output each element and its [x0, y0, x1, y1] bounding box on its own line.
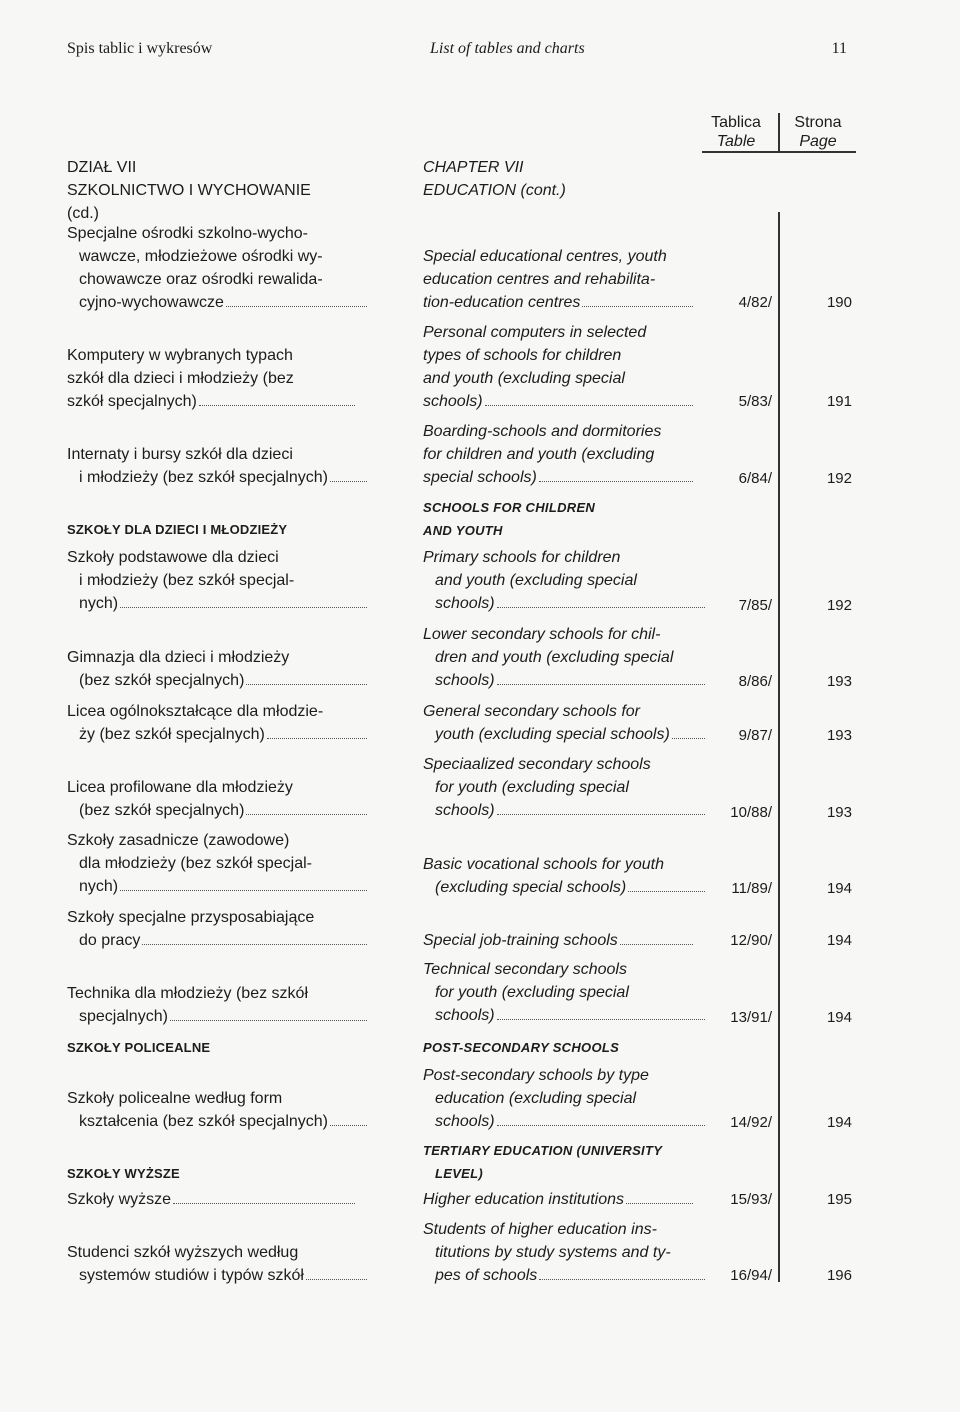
table-number: 15/93/ — [730, 1191, 772, 1208]
entry-en: Speciaalized secondary schools for youth (excluding special schools) — [423, 753, 695, 822]
entry-en: Special job-training schools — [423, 929, 695, 952]
section-heading-pl: SZKOŁY POLICEALNE — [67, 1040, 211, 1055]
entry-pl: Szkoły zasadnicze (zawodowe) dla młodzieży (bez szkół specjal- nych) — [67, 829, 357, 898]
page-ref: 193 — [826, 673, 852, 690]
table-number: 11/89/ — [731, 880, 772, 897]
page-number: 11 — [831, 40, 847, 57]
page-ref: 194 — [826, 880, 852, 897]
page-ref: 191 — [826, 393, 852, 410]
entry-pl: Internaty i bursy szkół dla dzieci i młodzieży (bez szkół specjalnych) — [67, 443, 357, 489]
running-header-left: Spis tablic i wykresów — [67, 40, 213, 57]
entry-pl: Studenci szkół wyższych według systemów studiów i typów szkół — [67, 1241, 357, 1287]
table-number: 7/85/ — [738, 597, 772, 614]
entry-en: Higher education institutions — [423, 1188, 695, 1211]
section-heading-pl: SZKOŁY DLA DZIECI I MŁODZIEŻY — [67, 522, 288, 537]
section-heading-en: TERTIARY EDUCATION (UNIVERSITY LEVEL) — [423, 1143, 663, 1181]
running-header-center: List of tables and charts — [430, 40, 585, 57]
chapter-heading-en: CHAPTER VII EDUCATION (cont.) — [423, 159, 566, 199]
entry-pl: Szkoły specjalne przysposabiające do pracy — [67, 906, 357, 952]
entry-pl: Szkoły podstawowe dla dzieci i młodzieży (bez szkół specjal- nych) — [67, 546, 357, 615]
table-number: 5/83/ — [738, 393, 772, 410]
table-number: 12/90/ — [730, 932, 772, 949]
page-ref: 194 — [826, 1114, 852, 1131]
table-number: 10/88/ — [730, 804, 772, 821]
entry-pl: Szkoły wyższe — [67, 1188, 357, 1211]
table-column-heading: Tablica Table — [711, 114, 761, 150]
page-ref: 190 — [826, 294, 852, 311]
table-number: 14/92/ — [730, 1114, 772, 1131]
entry-en: Post-secondary schools by type education (excluding special schools) — [423, 1064, 695, 1133]
table-number: 8/86/ — [738, 673, 772, 690]
page-ref: 194 — [826, 1009, 852, 1026]
column-divider-top — [778, 113, 780, 153]
table-number: 4/82/ — [738, 294, 772, 311]
page-ref: 193 — [826, 727, 852, 744]
entry-en: Technical secondary schools for youth (excluding special schools) — [423, 958, 695, 1027]
section-heading-en: SCHOOLS FOR CHILDREN AND YOUTH — [423, 500, 596, 538]
column-divider — [778, 212, 780, 1282]
entry-en: Basic vocational schools for youth (excluding special schools) — [423, 853, 695, 899]
entry-pl: Specjalne ośrodki szkolno-wycho- wawcze, młodzieżowe ośrodki wy- chowawcze oraz ośrodki rewalida- cyjno-wychowawcze — [67, 222, 357, 314]
page-ref: 192 — [826, 597, 852, 614]
entry-en: Students of higher education ins- titutions by study systems and ty- pes of schools — [423, 1218, 695, 1287]
entry-pl: Komputery w wybranych typach szkół dla dzieci i młodzieży (bez szkół specjalnych) — [67, 344, 357, 413]
entry-pl: Gimnazja dla dzieci i młodzieży (bez szkół specjalnych) — [67, 646, 357, 692]
page-ref: 194 — [826, 932, 852, 949]
table-number: 13/91/ — [730, 1009, 772, 1026]
entry-en: Special educational centres, youth education centres and rehabilita- tion-education centres — [423, 245, 695, 314]
entry-pl: Licea ogólnokształcące dla młodzie- ży (bez szkół specjalnych) — [67, 700, 357, 746]
entry-en: Lower secondary schools for chil- dren and youth (excluding special schools) — [423, 623, 695, 692]
page-ref: 193 — [826, 804, 852, 821]
section-heading-en: POST-SECONDARY SCHOOLS — [423, 1040, 620, 1055]
section-heading-pl: SZKOŁY WYŻSZE — [67, 1166, 180, 1181]
page-ref: 192 — [826, 470, 852, 487]
table-number: 9/87/ — [738, 727, 772, 744]
entry-pl: Technika dla młodzieży (bez szkół specjalnych) — [67, 982, 357, 1028]
page-ref: 195 — [826, 1191, 852, 1208]
table-number: 6/84/ — [738, 470, 772, 487]
entry-en: General secondary schools for youth (excluding special schools) — [423, 700, 695, 746]
entry-en: Primary schools for children and youth (excluding special schools) — [423, 546, 695, 615]
entry-pl: Licea profilowane dla młodzieży (bez szkół specjalnych) — [67, 776, 357, 822]
entry-en: Boarding-schools and dormitories for children and youth (excluding special schools) — [423, 420, 695, 489]
entry-pl: Szkoły policealne według form kształcenia (bez szkół specjalnych) — [67, 1087, 357, 1133]
chapter-heading-pl: DZIAŁ VII SZKOLNICTWO I WYCHOWANIE (cd.) — [67, 159, 311, 222]
table-number: 16/94/ — [730, 1267, 772, 1284]
page-ref: 196 — [826, 1267, 852, 1284]
page-column-heading: Strona Page — [794, 114, 842, 150]
entry-en: Personal computers in selected types of schools for children and youth (excluding special schools) — [423, 321, 695, 413]
